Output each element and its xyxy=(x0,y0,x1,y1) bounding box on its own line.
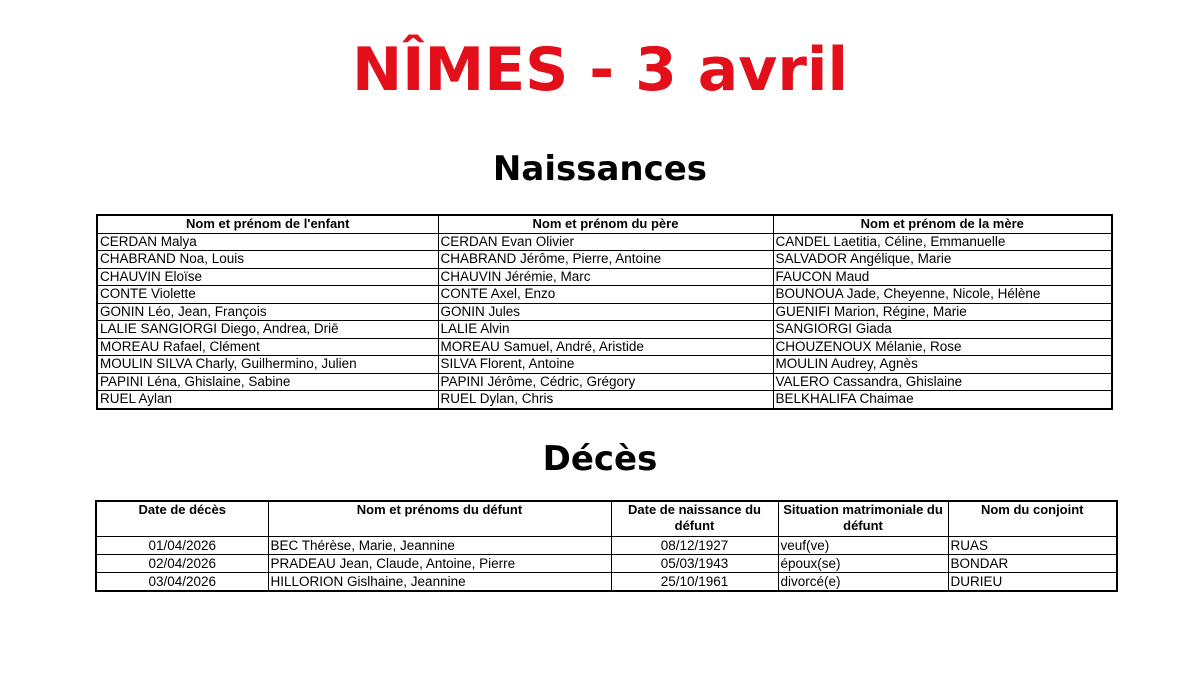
mother-name: SALVADOR Angélique, Marie xyxy=(773,251,1112,269)
spouse-name: DURIEU xyxy=(948,573,1117,592)
deceased-name: HILLORION Gislhaine, Jeannine xyxy=(268,573,611,592)
mother-name: VALERO Cassandra, Ghislaine xyxy=(773,373,1112,391)
marital-status: divorcé(e) xyxy=(778,573,948,592)
deaths-col-marital-status: Situation matrimoniale du défunt xyxy=(778,501,948,537)
table-row xyxy=(97,303,1112,321)
child-name: CHABRAND Noa, Louis xyxy=(97,251,438,269)
table-row xyxy=(96,537,1117,555)
death-date: 03/04/2026 xyxy=(96,573,268,592)
deaths-table xyxy=(95,500,1118,592)
births-table xyxy=(96,214,1113,410)
father-name: LALIE Alvin xyxy=(438,321,773,339)
births-col-mother: Nom et prénom de la mère xyxy=(773,215,1112,233)
table-row xyxy=(97,233,1112,251)
births-col-child: Nom et prénom de l'enfant xyxy=(97,215,438,233)
mother-name: BELKHALIFA Chaimae xyxy=(773,391,1112,409)
births-col-father: Nom et prénom du père xyxy=(438,215,773,233)
child-name: RUEL Aylan xyxy=(97,391,438,409)
child-name: MOREAU Rafael, Clément xyxy=(97,338,438,356)
birth-date: 05/03/1943 xyxy=(611,555,778,573)
mother-name: GUENIFI Marion, Régine, Marie xyxy=(773,303,1112,321)
births-heading: Naissances xyxy=(492,149,708,189)
father-name: CERDAN Evan Olivier xyxy=(438,233,773,251)
table-row xyxy=(97,391,1112,409)
marital-status: époux(se) xyxy=(778,555,948,573)
mother-name: FAUCON Maud xyxy=(773,268,1112,286)
mother-name: BOUNOUA Jade, Cheyenne, Nicole, Hélène xyxy=(773,286,1112,304)
mother-name: SANGIORGI Giada xyxy=(773,321,1112,339)
table-row xyxy=(97,338,1112,356)
father-name: PAPINI Jérôme, Cédric, Grégory xyxy=(438,373,773,391)
deaths-col-death-date: Date de décès xyxy=(96,501,268,537)
child-name: CERDAN Malya xyxy=(97,233,438,251)
mother-name: CHOUZENOUX Mélanie, Rose xyxy=(773,338,1112,356)
father-name: CHABRAND Jérôme, Pierre, Antoine xyxy=(438,251,773,269)
child-name: MOULIN SILVA Charly, Guilhermino, Julien xyxy=(97,356,438,374)
deaths-col-birth-date: Date de naissance du défunt xyxy=(611,501,778,537)
child-name: GONIN Léo, Jean, François xyxy=(97,303,438,321)
deaths-heading: Décès xyxy=(542,439,658,479)
mother-name: MOULIN Audrey, Agnès xyxy=(773,356,1112,374)
deceased-name: PRADEAU Jean, Claude, Antoine, Pierre xyxy=(268,555,611,573)
child-name: LALIE SANGIORGI Diego, Andrea, Driē xyxy=(97,321,438,339)
mother-name: CANDEL Laetitia, Céline, Emmanuelle xyxy=(773,233,1112,251)
death-date: 01/04/2026 xyxy=(96,537,268,555)
page-title: NÎMES - 3 avril xyxy=(351,35,849,105)
table-row xyxy=(96,555,1117,573)
table-row xyxy=(97,321,1112,339)
father-name: GONIN Jules xyxy=(438,303,773,321)
child-name: CHAUVIN Eloïse xyxy=(97,268,438,286)
birth-date: 25/10/1961 xyxy=(611,573,778,592)
death-date: 02/04/2026 xyxy=(96,555,268,573)
spouse-name: BONDAR xyxy=(948,555,1117,573)
table-row xyxy=(96,573,1117,592)
table-row xyxy=(97,373,1112,391)
child-name: CONTE Violette xyxy=(97,286,438,304)
child-name: PAPINI Léna, Ghislaine, Sabine xyxy=(97,373,438,391)
table-row xyxy=(97,268,1112,286)
father-name: CHAUVIN Jérémie, Marc xyxy=(438,268,773,286)
deaths-col-deceased-name: Nom et prénoms du défunt xyxy=(268,501,611,537)
father-name: SILVA Florent, Antoine xyxy=(438,356,773,374)
births-header-row xyxy=(97,215,1112,233)
deaths-header-row xyxy=(96,501,1117,537)
table-row xyxy=(97,286,1112,304)
spouse-name: RUAS xyxy=(948,537,1117,555)
deceased-name: BEC Thérèse, Marie, Jeannine xyxy=(268,537,611,555)
father-name: CONTE Axel, Enzo xyxy=(438,286,773,304)
marital-status: veuf(ve) xyxy=(778,537,948,555)
father-name: RUEL Dylan, Chris xyxy=(438,391,773,409)
table-row xyxy=(97,356,1112,374)
table-row xyxy=(97,251,1112,269)
deaths-col-spouse: Nom du conjoint xyxy=(948,501,1117,537)
birth-date: 08/12/1927 xyxy=(611,537,778,555)
father-name: MOREAU Samuel, André, Aristide xyxy=(438,338,773,356)
